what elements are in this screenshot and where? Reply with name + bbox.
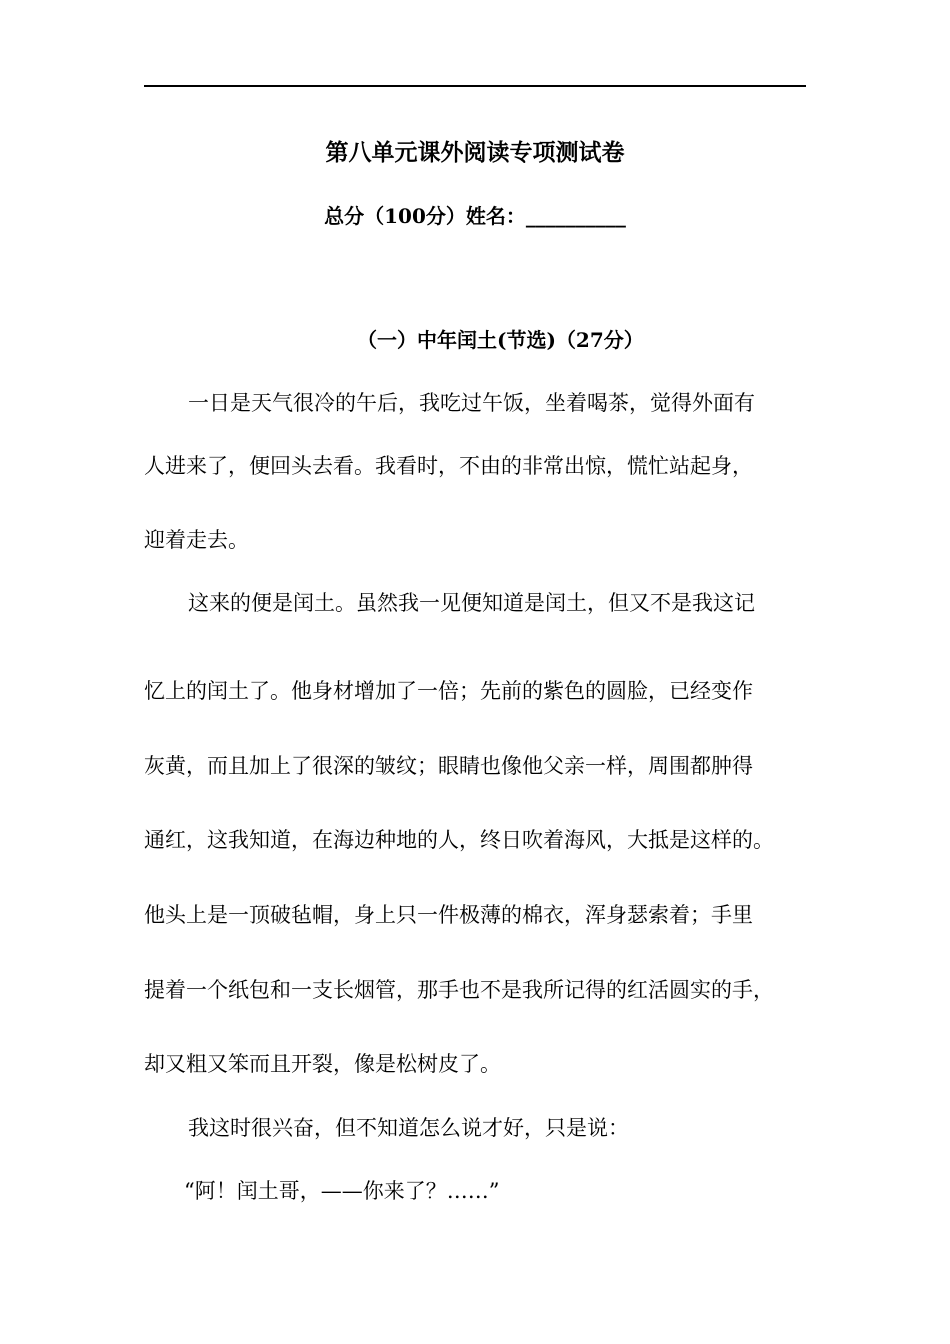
page-title: 第八单元课外阅读专项测试卷 — [325, 139, 625, 166]
passage-line: 迎着走去。 — [144, 528, 249, 552]
header-rule — [144, 85, 806, 87]
passage-line: 他头上是一顶破毡帽，身上只一件极薄的棉衣，浑身瑟索着；手里 — [144, 903, 753, 927]
section-title: （一）中年闰土(节选)（27分） — [357, 328, 644, 352]
passage-line: 通红，这我知道，在海边种地的人，终日吹着海风，大抵是这样的。 — [144, 828, 774, 852]
passage-line: 却又粗又笨而且开裂，像是松树皮了。 — [144, 1052, 501, 1076]
passage-line: 我这时很兴奋，但不知道怎么说才好，只是说： — [188, 1116, 629, 1140]
passage-line: 一日是天气很冷的午后，我吃过午饭，坐着喝茶，觉得外面有 — [188, 391, 755, 415]
passage-line: 提着一个纸包和一支长烟管，那手也不是我所记得的红活圆实的手， — [144, 978, 774, 1002]
passage-line: “阿！闰土哥，——你来了？……” — [184, 1179, 500, 1203]
passage-line: 忆上的闰土了。他身材增加了一倍；先前的紫色的圆脸，已经变作 — [144, 679, 753, 703]
passage-line: 这来的便是闰土。虽然我一见便知道是闰土，但又不是我这记 — [188, 591, 755, 615]
passage-line: 人进来了，便回头去看。我看时，不由的非常出惊，慌忙站起身， — [144, 454, 753, 478]
passage-line: 灰黄，而且加上了很深的皱纹；眼睛也像他父亲一样，周围都肿得 — [144, 754, 753, 778]
score-and-name-line: 总分（100分）姓名：__________ — [324, 204, 626, 228]
